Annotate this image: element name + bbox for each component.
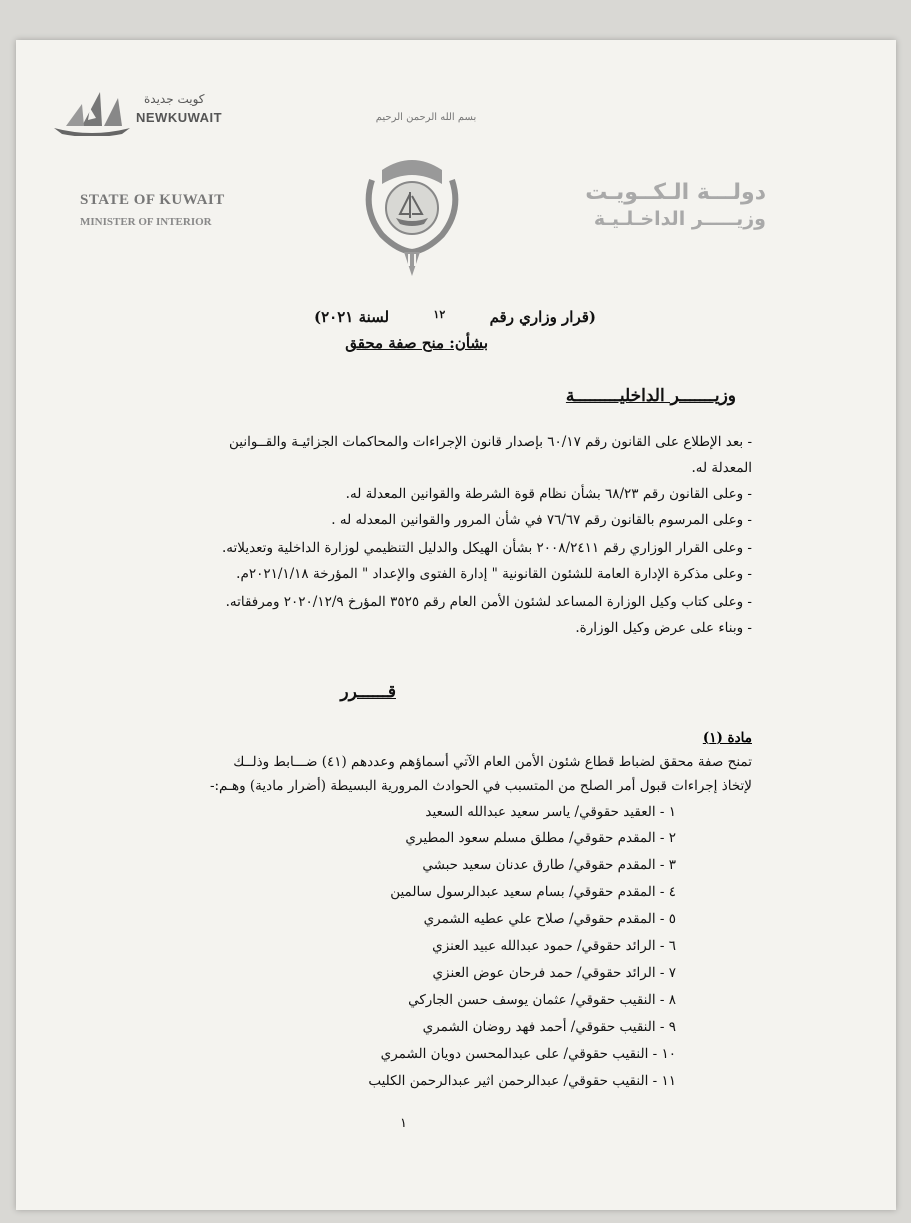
preamble-line: المعدلة له. <box>691 460 752 476</box>
resolution-heading: قــــــرر <box>340 682 396 702</box>
preamble-line: - وعلى المرسوم بالقانون رقم ٧٦/٦٧ في شأن المرور والقوانين المعدله له . <box>331 512 752 528</box>
state-of-kuwait-ar: دولـــة الـكــويـت <box>585 180 766 205</box>
coat-of-arms-icon <box>352 140 472 280</box>
list-item: ٧ - الرائد حقوقي/ حمد فرحان عوض العنزي <box>432 965 676 981</box>
preamble-line: - وبناء على عرض وكيل الوزارة. <box>575 620 752 636</box>
article-line-2: لإتخاذ إجراءات قبول أمر الصلح من المتسبب في الحوادث المرورية البسيطة (أضرار مادية) وهـم:- <box>209 778 752 794</box>
list-item: ٣ - المقدم حقوقي/ طارق عدنان سعيد حبشي <box>422 857 676 873</box>
list-item: ٤ - المقدم حقوقي/ بسام سعيد عبدالرسول سالمين <box>390 884 676 900</box>
list-item: ١ - العقيد حقوقي/ ياسر سعيد عبدالله السعيد <box>425 804 676 820</box>
preamble-line: - وعلى مذكرة الإدارة العامة للشئون القانونية " إدارة الفتوى والإعداد " المؤرخة ٢٠٢١/١/١٨م. <box>236 566 752 582</box>
newkuwait-logo <box>52 88 242 138</box>
minister-of-interior-en: MINISTER OF INTERIOR <box>80 216 212 228</box>
preamble-line: - وعلى كتاب وكيل الوزارة المساعد لشئون الأمن العام رقم ٣٥٢٥ المؤرخ ٢٠٢٠/١٢/٩ ومرفقاته. <box>225 594 752 610</box>
basmala: بسم الله الرحمن الرحيم <box>375 112 477 123</box>
page-number: ١ <box>400 1116 407 1131</box>
state-of-kuwait-en: STATE OF KUWAIT <box>80 192 225 208</box>
decision-subject: بشأن: منح صفة محقق <box>345 334 488 352</box>
preamble-line: - وعلى القانون رقم ٦٨/٢٣ بشأن نظام قوة الشرطة والقوانين المعدلة له. <box>345 486 752 502</box>
list-item: ٢ - المقدم حقوقي/ مطلق مسلم سعود المطيري <box>405 830 676 846</box>
article-line-1: تمنح صفة محقق لضباط قطاع شئون الأمن العام الآتي أسماؤهم وعددهم (٤١) ضـــابط وذلــك <box>233 754 752 770</box>
dhow-logo-icon <box>52 88 132 136</box>
kuwait-emblem <box>352 140 472 280</box>
list-item: ٦ - الرائد حقوقي/ حمود عبدالله عبيد العنزي <box>432 938 676 954</box>
list-item: ١٠ - النقيب حقوقي/ على عبدالمحسن دويان الشمري <box>380 1046 676 1062</box>
list-item: ١١ - النقيب حقوقي/ عبدالرحمن اثير عبدالرحمن الكليب <box>368 1073 676 1089</box>
decision-number-label: (قرار وزاري رقم <box>489 308 596 326</box>
article-title: مادة (١) <box>702 730 752 746</box>
preamble-line: - بعد الإطلاع على القانون رقم ٦٠/١٧ بإصدار قانون الإجراءات والمحاكمات الجزائيـة والقــوانين <box>229 434 752 450</box>
list-item: ٩ - النقيب حقوقي/ أحمد فهد روضان الشمري <box>422 1019 676 1035</box>
decision-number-line <box>216 308 596 326</box>
decision-year: لسنة ٢٠٢١) <box>314 308 390 326</box>
preamble <box>56 434 752 646</box>
minister-of-interior-ar: وزيـــــر الداخـلـيـة <box>593 208 766 230</box>
article-text <box>56 754 752 802</box>
issuer-heading: وزيـــــــر الداخليـــــــــة <box>565 386 736 406</box>
preamble-line: - وعلى القرار الوزاري رقم ٢٠٠٨/٢٤١١ بشأن الهيكل والدليل التنظيمي لوزارة الداخلية وتعديلاته. <box>221 540 752 556</box>
list-item: ٥ - المقدم حقوقي/ صلاح علي عطيه الشمري <box>423 911 676 927</box>
officers-list <box>216 804 676 1100</box>
list-item: ٨ - النقيب حقوقي/ عثمان يوسف حسن الجاركي <box>408 992 676 1008</box>
logo-arabic-text: كويت جديدة <box>144 92 205 106</box>
document-page <box>16 40 896 1210</box>
decision-number: ١٢ <box>433 308 446 321</box>
logo-english-text: NEWKUWAIT <box>136 110 223 125</box>
